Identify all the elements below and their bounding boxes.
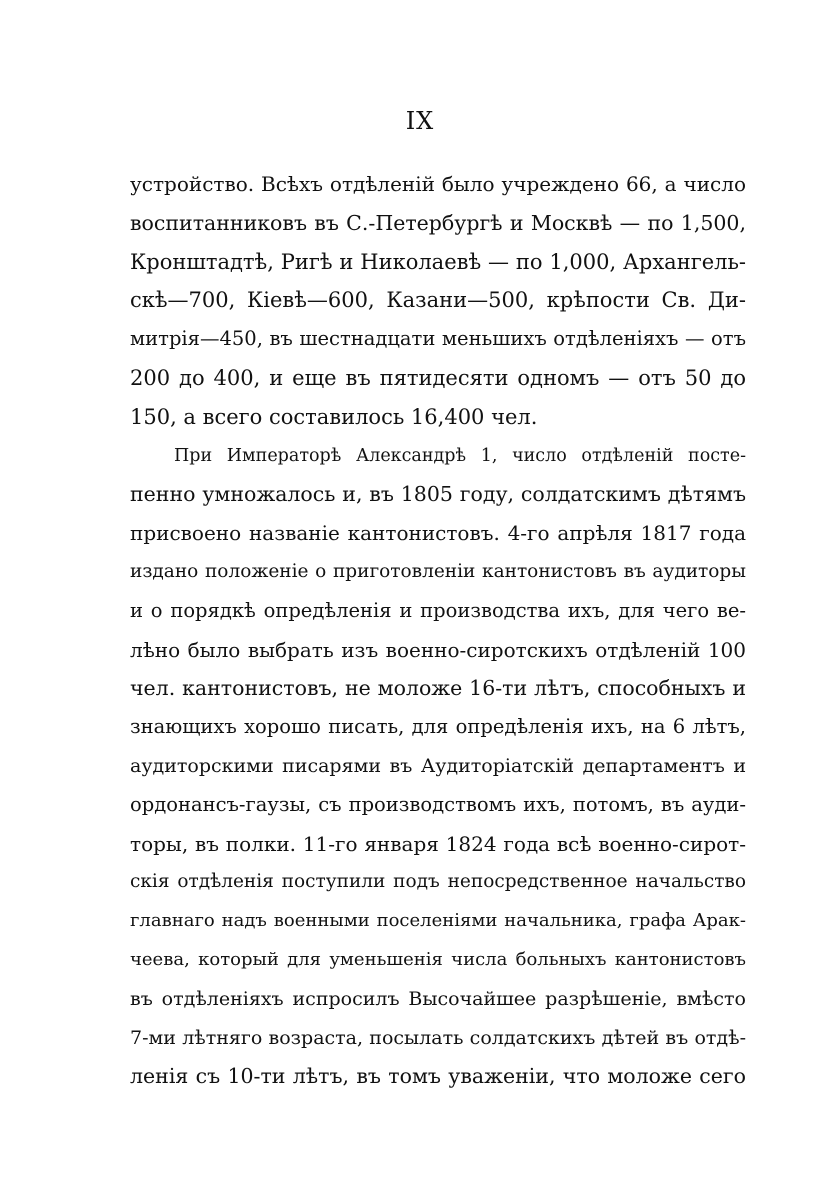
text-line: митрія—450, въ шестнадцати меньшихъ отдѣленіяхъ — отъ [130, 327, 746, 351]
text-line: въ отдѣленіяхъ испросилъ Высочайшее разрѣшеніе, вмѣсто [130, 987, 746, 1010]
text-line: 200 до 400, и еще въ пятидесяти одномъ — отъ 50 до [130, 365, 746, 390]
text-line: При Императорѣ Александрѣ 1, число отдѣленій посте- [174, 445, 746, 466]
text-line: главнаго надъ военными поселеніями начальника, графа Арак- [130, 910, 746, 932]
text-line: 7-ми лѣтняго возраста, посылать солдатскихъ дѣтей въ отдѣ- [130, 1026, 746, 1049]
page-number: IX [405, 107, 435, 135]
text-line: присвоено названіе кантонистовъ. 4-го апрѣля 1817 года [130, 521, 746, 546]
text-line: чеева, который для уменьшенія числа больныхъ кантонистовъ [130, 948, 746, 970]
text-line: пенно умножалось и, въ 1805 году, солдатскимъ дѣтямъ [130, 482, 746, 507]
text-line: чел. кантонистовъ, не моложе 16-ти лѣтъ, способныхъ и [130, 676, 746, 701]
text-line: лѣно было выбрать изъ военно-сиротскихъ отдѣленій 100 [130, 637, 746, 662]
text-line: 150, а всего составилось 16,400 чел. [130, 404, 538, 429]
text-line: воспитанниковъ въ С.-Петербургѣ и Москвѣ — по 1,500, [130, 210, 746, 235]
text-line: и о порядкѣ опредѣленія и производства ихъ, для чего ве- [130, 598, 746, 622]
paragraph [130, 165, 746, 437]
text-line: скія отдѣленія поступили подъ непосредственное начальство [130, 871, 746, 893]
text-line: знающихъ хорошо писать, для опредѣленія ихъ, на 6 лѣтъ, [130, 715, 746, 739]
body-text [130, 165, 746, 1096]
text-line: ордонансъ-гаузы, съ производствомъ ихъ, потомъ, въ ауди- [130, 792, 746, 816]
text-line: торы, въ полки. 11-го января 1824 года всѣ военно-сирот- [130, 831, 746, 856]
text-line: скѣ—700, Кіевѣ—600, Казани—500, крѣпости Св. Ди- [130, 288, 746, 313]
text-line: устройство. Всѣхъ отдѣленій было учреждено 66, а число [130, 172, 746, 196]
paragraph [130, 437, 746, 1097]
text-line: издано положеніе о приготовленіи кантонистовъ въ аудиторы [130, 560, 746, 582]
text-line: ленія съ 10-ти лѣтъ, въ томъ уваженіи, что моложе сего [130, 1064, 746, 1089]
text-line: аудиторскими писарями въ Аудиторіатскій департаментъ и [130, 754, 746, 777]
text-line: Кронштадтѣ, Ригѣ и Николаевѣ — по 1,000, Архангель- [130, 249, 746, 274]
